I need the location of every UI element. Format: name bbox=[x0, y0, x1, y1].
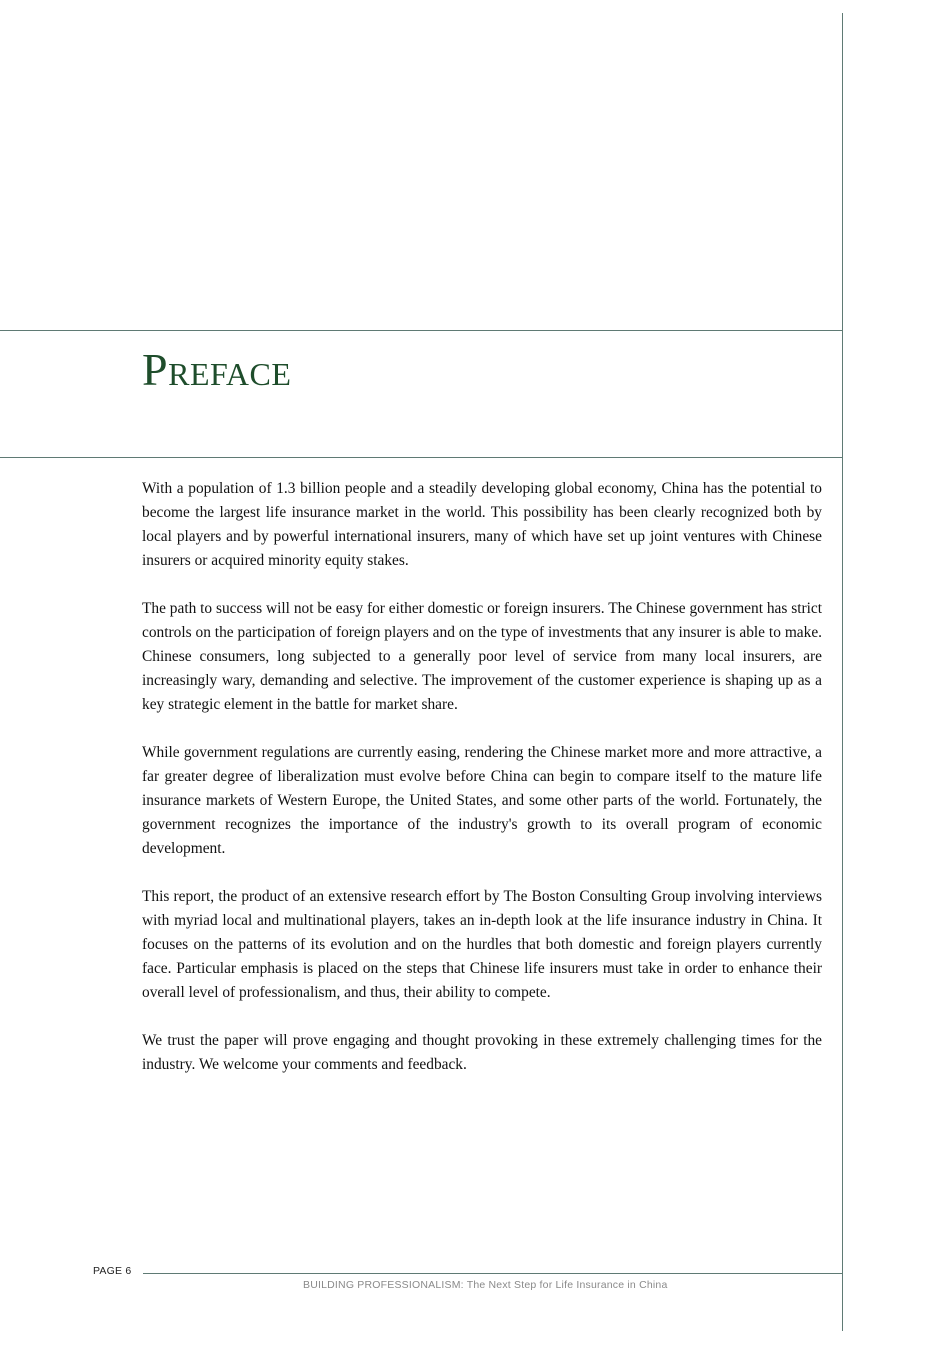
footer-rule bbox=[143, 1273, 843, 1274]
paragraph-4: This report, the product of an extensive research effort by The Boston Consulting Group involving interviews with myriad local and multinational players, takes an in-depth look at the life insurance industry in China. It focuses on the patterns of its evolution and on the hurdles that both domestic and foreign players currently face. Particular emphasis is placed on the steps that Chinese life insurers must take in order to enhance their overall level of professionalism, and thus, their ability to compete. bbox=[142, 888, 822, 1001]
running-footer-title: BUILDING PROFESSIONALISM: The Next Step for Life Insurance in China bbox=[303, 1279, 668, 1291]
page-title-rest: REFACE bbox=[168, 356, 292, 392]
paragraph-3: While government regulations are currently easing, rendering the Chinese market more and more attractive, a far greater degree of liberalization must evolve before China can begin to compare itself to the mature life insurance markets of Western Europe, the United States, and some other parts of the world. Fortunately, the government recognizes the importance of the industry's growth to its overall program of economic development. bbox=[142, 744, 822, 857]
right-margin-rule bbox=[842, 13, 843, 1331]
title-top-rule bbox=[0, 330, 843, 331]
paragraph-5: We trust the paper will prove engaging and thought provoking in these extremely challenging times for the industry. We welcome your comments and feedback. bbox=[142, 1032, 822, 1073]
preface-body bbox=[142, 477, 822, 1101]
page-number: PAGE 6 bbox=[93, 1265, 132, 1277]
page-title bbox=[142, 342, 291, 402]
title-bottom-rule bbox=[0, 457, 843, 458]
paragraph-1: With a population of 1.3 billion people and a steadily developing global economy, China has the potential to become the largest life insurance market in the world. This possibility has been clearly recognized both by local players and by powerful international insurers, many of which have set up joint ventures with Chinese insurers or acquired minority equity stakes. bbox=[142, 480, 822, 569]
page-title-initial: P bbox=[142, 344, 169, 395]
paragraph-2: The path to success will not be easy for either domestic or foreign insurers. The Chinese government has strict controls on the participation of foreign players and on the type of investments that any insurer is able to make. Chinese consumers, long subjected to a generally poor level of service from many local insurers, are increasingly wary, demanding and selective. The improvement of the customer experience is shaping up as a key strategic element in the battle for market share. bbox=[142, 600, 822, 713]
